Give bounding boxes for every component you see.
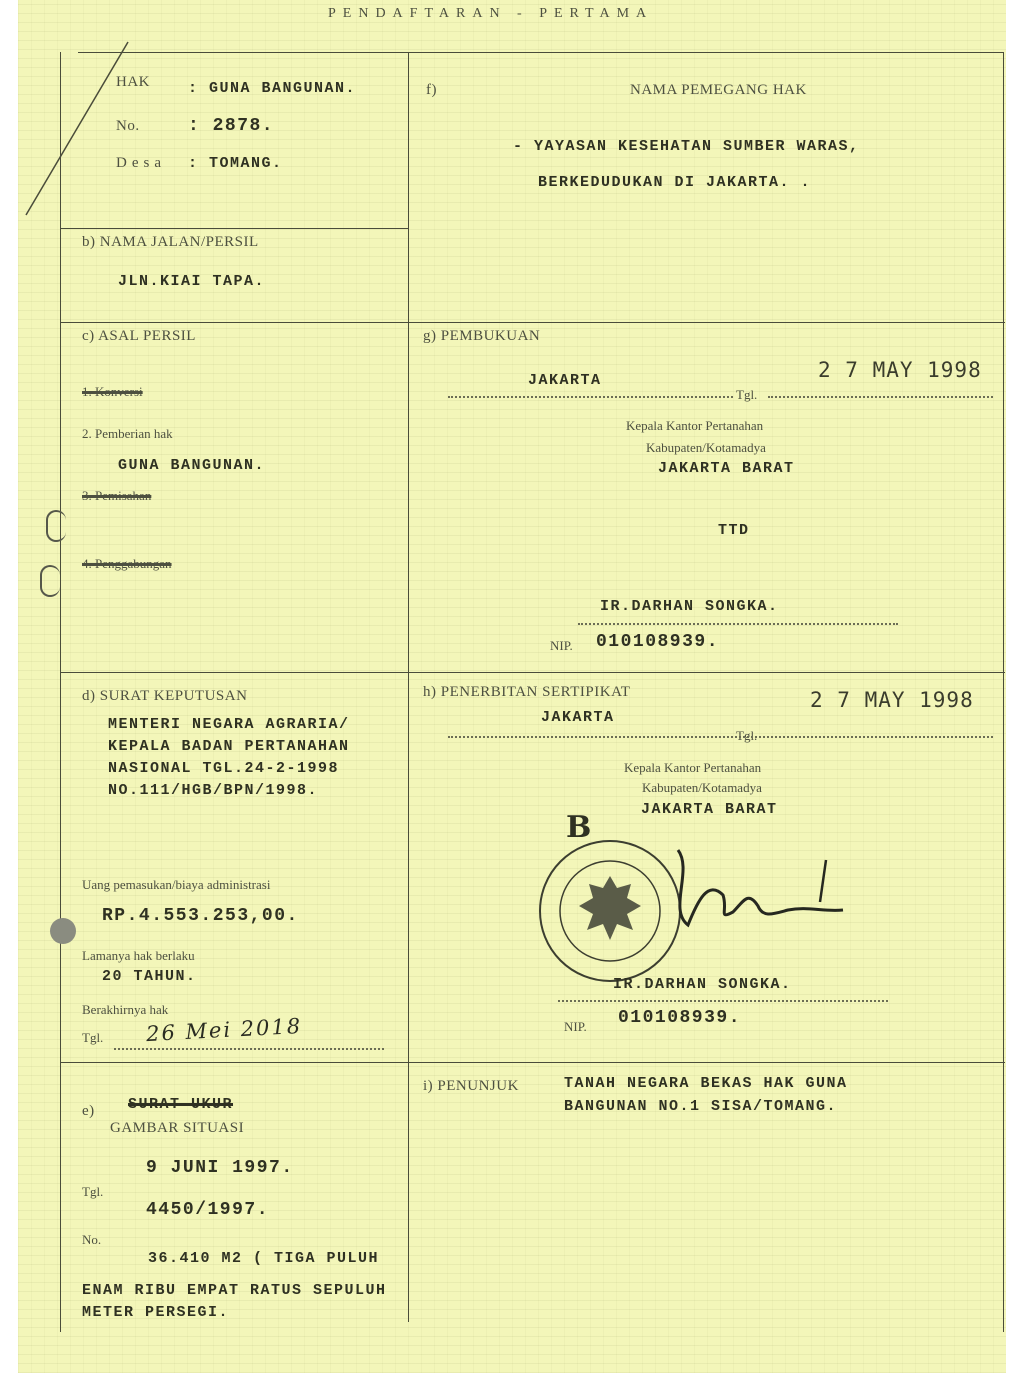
certificate-page xyxy=(18,0,1006,1373)
keputusan-line1: MENTERI NEGARA AGRARIA/ xyxy=(108,716,350,733)
keputusan-line3: NASIONAL TGL.24-2-1998 xyxy=(108,760,340,777)
desa-value: : TOMANG. xyxy=(188,155,283,172)
penerbitan-mark: B xyxy=(566,810,593,845)
keputusan-line4: NO.111/HGB/BPN/1998. xyxy=(108,782,319,799)
gambar-no-value: 4450/1997. xyxy=(146,1200,270,1220)
staple-dot-icon xyxy=(50,918,76,944)
gambar-no-label: No. xyxy=(82,1232,102,1247)
hak-value: : GUNA BANGUNAN. xyxy=(188,80,357,97)
akhir-value: 26 Mei 2018 xyxy=(145,1013,303,1047)
left-rule xyxy=(60,52,61,1332)
pembukuan-sign: TTD xyxy=(718,522,750,539)
asal-item2: 2. Pemberian hak xyxy=(82,426,173,441)
pembukuan-nip-label: NIP. xyxy=(550,638,573,653)
penunjuk-line2: BANGUNAN NO.1 SISA/TOMANG. xyxy=(564,1098,838,1115)
penerbitan-official-dots xyxy=(558,1000,888,1002)
center-rule xyxy=(408,52,409,1322)
no-value: : 2878. xyxy=(188,116,275,136)
uang-value: RP.4.553.253,00. xyxy=(102,906,299,926)
keputusan-label: d) SURAT KEPUTUSAN xyxy=(82,688,248,704)
pembukuan-tgl: Tgl. xyxy=(736,387,758,402)
pemegang-line1: - YAYASAN KESEHATAN SUMBER WARAS, xyxy=(513,138,860,155)
keputusan-line2: KEPALA BADAN PERTANAHAN xyxy=(108,738,350,755)
no-label: No. xyxy=(116,118,140,134)
luas-line1: 36.410 M2 ( TIGA PULUH xyxy=(148,1250,380,1267)
gambar-tgl-label: Tgl. xyxy=(82,1184,104,1199)
pemegang-label: NAMA PEMEGANG HAK xyxy=(630,82,807,98)
top-rule xyxy=(78,52,1003,53)
akhir-label: Berakhirnya hak xyxy=(82,1002,169,1017)
penerbitan-label: h) PENERBITAN SERTIPIKAT xyxy=(423,684,631,700)
jalan-label: b) NAMA JALAN/PERSIL xyxy=(82,234,259,250)
pembukuan-office1: Kepala Kantor Pertanahan xyxy=(626,418,764,433)
rule-left-hak xyxy=(60,228,408,229)
pembukuan-date-dots xyxy=(768,396,993,398)
desa-label: Desa xyxy=(116,155,166,171)
asal-item4: 4. Penggabungan xyxy=(82,556,172,571)
penerbitan-dots xyxy=(448,736,993,738)
gambar-marker: e) xyxy=(82,1103,95,1119)
page-header: PENDAFTARAN - PERTAMA xyxy=(328,6,654,21)
pembukuan-official: IR.DARHAN SONGKA. xyxy=(600,598,779,615)
rule-below-jalan xyxy=(60,322,1005,323)
pembukuan-dots xyxy=(448,396,733,398)
penerbitan-official: IR.DARHAN SONGKA. xyxy=(613,976,792,993)
pembukuan-city: JAKARTA xyxy=(528,372,602,389)
pembukuan-office2: Kabupaten/Kotamadya xyxy=(646,440,766,455)
penerbitan-nip: 010108939. xyxy=(618,1008,742,1028)
asal-item3: 3. Pemisahan xyxy=(82,488,152,503)
rule-lower xyxy=(60,1062,1005,1063)
asal-item2-value: GUNA BANGUNAN. xyxy=(118,457,266,474)
pembukuan-official-dots xyxy=(578,623,898,625)
penerbitan-nip-label: NIP. xyxy=(564,1019,587,1034)
penerbitan-city: JAKARTA xyxy=(541,709,615,726)
penunjuk-label: i) PENUNJUK xyxy=(423,1078,519,1094)
hak-label: HAK xyxy=(116,74,150,90)
penerbitan-office2: Kabupaten/Kotamadya xyxy=(642,780,762,795)
jalan-value: JLN.KIAI TAPA. xyxy=(118,273,266,290)
signature-icon xyxy=(648,840,848,940)
penerbitan-tgl: Tgl. xyxy=(736,728,758,743)
lama-label: Lamanya hak berlaku xyxy=(82,948,195,963)
akhir-tgl-label: Tgl. xyxy=(82,1030,104,1045)
pembukuan-date: 2 7 MAY 1998 xyxy=(818,358,982,382)
rule-middle xyxy=(60,672,1005,673)
penerbitan-date: 2 7 MAY 1998 xyxy=(810,688,974,712)
gambar-tgl-value: 9 JUNI 1997. xyxy=(146,1158,294,1178)
uang-label: Uang pemasukan/biaya administrasi xyxy=(82,877,271,892)
luas-line3: METER PERSEGI. xyxy=(82,1304,230,1321)
punch-hole-icon xyxy=(46,510,66,542)
pembukuan-label: g) PEMBUKUAN xyxy=(423,328,541,344)
penerbitan-office1: Kepala Kantor Pertanahan xyxy=(624,760,762,775)
akhir-dots xyxy=(114,1048,384,1050)
punch-hole-icon xyxy=(40,565,60,597)
gambar-label: GAMBAR SITUASI xyxy=(110,1120,245,1136)
pembukuan-region: JAKARTA BARAT xyxy=(658,460,795,477)
lama-value: 20 TAHUN. xyxy=(102,968,197,985)
penunjuk-line1: TANAH NEGARA BEKAS HAK GUNA xyxy=(564,1075,848,1092)
luas-line2: ENAM RIBU EMPAT RATUS SEPULUH xyxy=(82,1282,387,1299)
pemegang-marker: f) xyxy=(426,82,437,98)
right-rule xyxy=(1003,52,1004,1332)
penerbitan-region: JAKARTA BARAT xyxy=(641,801,778,818)
asal-label: c) ASAL PERSIL xyxy=(82,328,196,344)
gambar-struck: SURAT UKUR xyxy=(128,1096,234,1113)
pembukuan-nip: 010108939. xyxy=(596,632,720,652)
asal-item1: 1. Konversi xyxy=(82,384,143,399)
pemegang-line2: BERKEDUDUKAN DI JAKARTA. . xyxy=(538,174,812,191)
